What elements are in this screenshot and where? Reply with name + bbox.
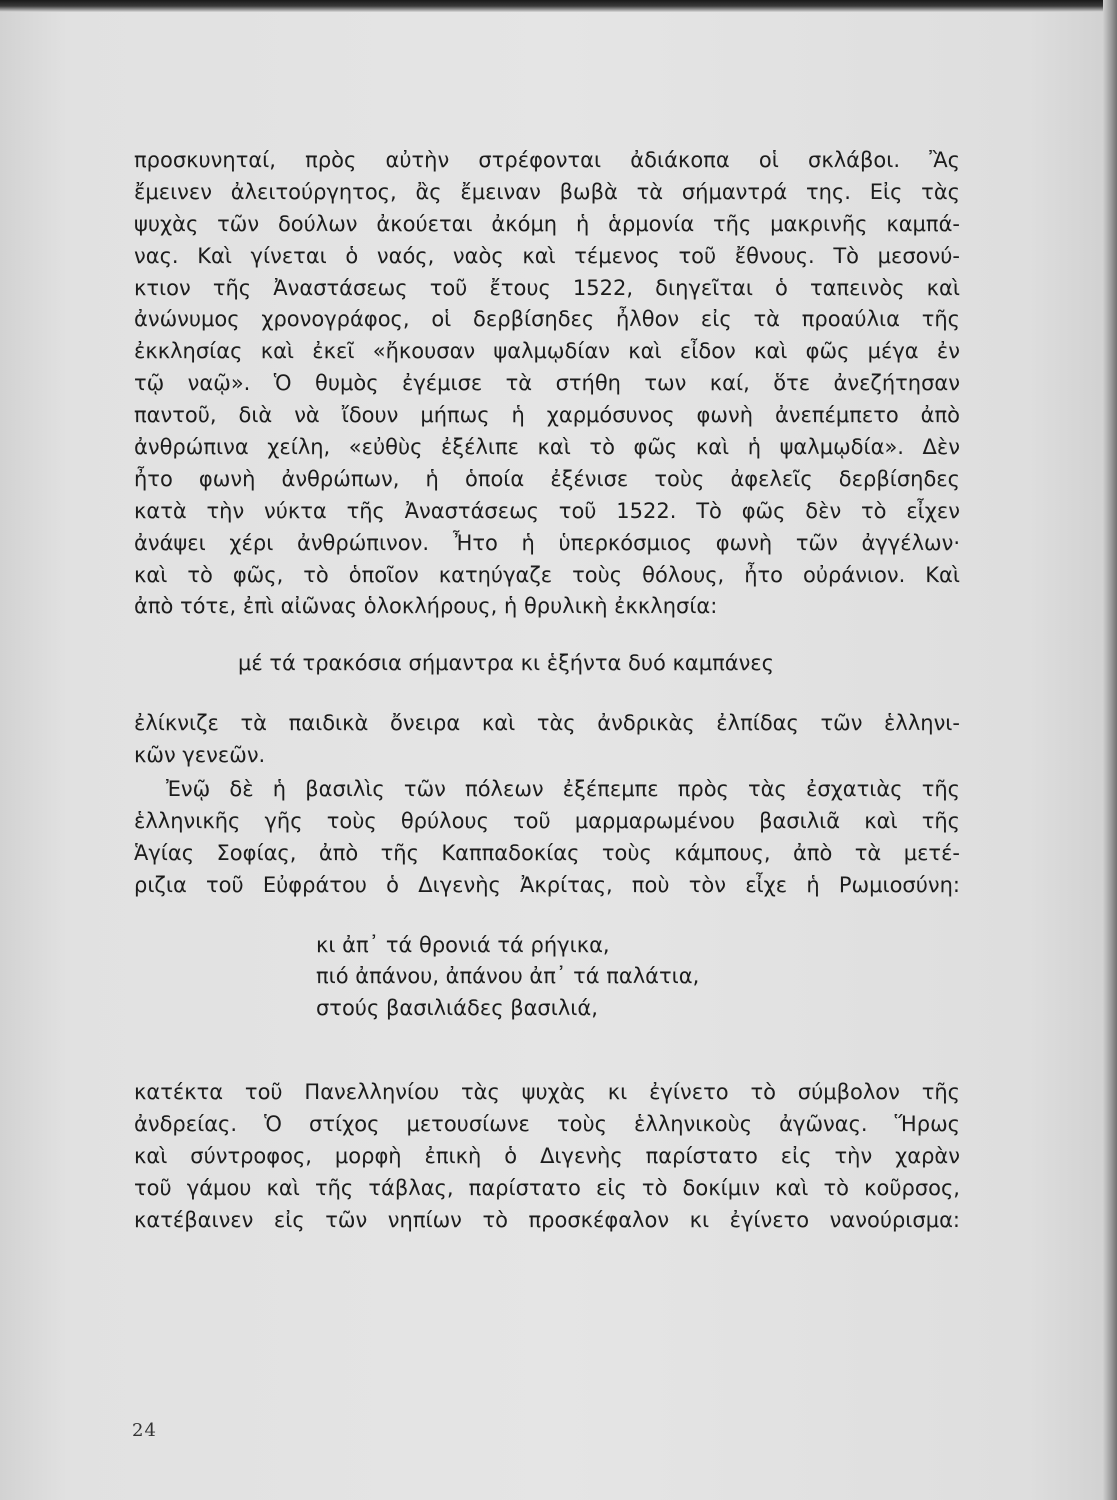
body-text: [134, 145, 960, 1237]
text-line: Ἐνῷ δὲ ἡ βασιλὶς τῶν πόλεων ἐξέπεμπε πρὸς τὰς ἐσχατιὰς τῆς: [166, 777, 960, 802]
text-line: ἀνδρείας. Ὁ στίχος μετουσίωνε τοὺς ἑλληνικοὺς ἀγῶνας. Ἥρως: [134, 1112, 960, 1137]
text-line: κτιον τῆς Ἀναστάσεως τοῦ ἔτους 1522, διηγεῖται ὁ ταπεινὸς καὶ: [134, 275, 960, 300]
scan-top-edge: [0, 0, 1117, 12]
page-number: 24: [132, 1420, 157, 1441]
verse-quote-2: [134, 930, 960, 1026]
text-line: ἐλίκνιζε τὰ παιδικὰ ὄνειρα καὶ τὰς ἀνδρικὰς ἐλπίδας τῶν ἑλληνι-: [134, 711, 960, 736]
verse-line: στούς βασιλιάδες βασιλιά,: [316, 996, 598, 1021]
text-line: ἀπὸ τότε, ἐπὶ αἰῶνας ὁλοκλήρους, ἡ θρυλικὴ ἐκκλησία:: [134, 594, 718, 619]
text-line: ἀνώνυμος χρονογράφος, οἱ δερβίσηδες ἦλθον εἰς τὰ προαύλια τῆς: [134, 307, 960, 332]
text-line: κατὰ τὴν νύκτα τῆς Ἀναστάσεως τοῦ 1522. Τὸ φῶς δὲν τὸ εἶχεν: [134, 498, 960, 523]
text-line: ἐκκλησίας καὶ ἐκεῖ «ἤκουσαν ψαλμῳδίαν καὶ εἶδον καὶ φῶς μέγα ἐν: [134, 339, 960, 364]
text-line: τοῦ γάμου καὶ τῆς τάβλας, παρίστατο εἰς τὸ δοκίμιν καὶ τὸ κοῦρσος,: [134, 1175, 960, 1200]
text-line: ἑλληνικῆς γῆς τοὺς θρύλους τοῦ μαρμαρωμένου βασιλιᾶ καὶ τῆς: [134, 808, 960, 833]
paragraph-3: [134, 774, 960, 902]
text-line: ἔμεινεν ἀλειτούργητος, ἂς ἔμειναν βωβὰ τὰ σήμαντρά της. Εἰς τὰς: [134, 179, 960, 204]
text-line: νας. Καὶ γίνεται ὁ ναός, ναὸς καὶ τέμενος τοῦ ἔθνους. Τὸ μεσονύ-: [134, 243, 960, 268]
verse-line: κι ἀπ᾽ τά θρονιά τά ρήγικα,: [316, 932, 610, 957]
text-line: ἀνθρώπινα χείλη, «εὐθὺς ἐξέλιπε καὶ τὸ φῶς καὶ ἡ ψαλμῳδία». Δὲν: [134, 435, 960, 460]
text-line: κατέβαινεν εἰς τῶν νηπίων τὸ προσκέφαλον κι ἐγίνετο νανούρισμα:: [134, 1207, 960, 1232]
text-line: ἦτο φωνὴ ἀνθρώπων, ἡ ὁποία ἐξένισε τοὺς ἀφελεῖς δερβίσηδες: [134, 466, 960, 491]
text-line: προσκυνηταί, πρὸς αὐτὴν στρέφονται ἀδιάκοπα οἱ σκλάβοι. Ἂς: [134, 148, 960, 172]
text-line: κατέκτα τοῦ Πανελληνίου τὰς ψυχὰς κι ἐγίνετο τὸ σύμβολον τῆς: [134, 1080, 960, 1105]
paragraph-1: [134, 145, 960, 623]
text-line: καὶ σύντροφος, μορφὴ ἐπικὴ ὁ Διγενὴς παρίστατο εἰς τὴν χαρὰν: [134, 1144, 960, 1169]
verse-quote-1: μέ τά τρακόσια σήμαντρα κι ἑξήντα δυό καμπάνες: [238, 651, 774, 676]
scan-right-edge: [1103, 0, 1117, 1500]
text-line: Ἁγίας Σοφίας, ἀπὸ τῆς Καππαδοκίας τοὺς κάμπους, ἀπὸ τὰ μετέ-: [134, 840, 960, 865]
verse-line: πιό ἀπάνου, ἀπάνου ἀπ᾽ τά παλάτια,: [316, 964, 700, 989]
paragraph-4: [134, 1077, 960, 1236]
text-line: καὶ τὸ φῶς, τὸ ὁποῖον κατηύγαζε τοὺς θόλους, ἦτο οὐράνιον. Καὶ: [134, 562, 960, 587]
text-line: τῷ ναῷ». Ὁ θυμὸς ἐγέμισε τὰ στήθη των καί, ὅτε ἀνεζήτησαν: [134, 371, 960, 396]
paragraph-2: [134, 708, 960, 772]
text-line: ριζια τοῦ Εὐφράτου ὁ Διγενὴς Ἀκρίτας, ποὺ τὸν εἶχε ἡ Ρωμιοσύνη:: [134, 872, 960, 897]
text-line: ἀνάψει χέρι ἀνθρώπινον. Ἦτο ἡ ὑπερκόσμιος φωνὴ τῶν ἀγγέλων·: [134, 530, 960, 555]
text-line: παντοῦ, διὰ νὰ ἴδουν μήπως ἡ χαρμόσυνος φωνὴ ἀνεπέμπετο ἀπὸ: [134, 403, 960, 428]
text-line: ψυχὰς τῶν δούλων ἀκούεται ἀκόμη ἡ ἁρμονία τῆς μακρινῆς καμπά-: [134, 211, 960, 236]
text-line: κῶν γενεῶν.: [134, 743, 266, 768]
